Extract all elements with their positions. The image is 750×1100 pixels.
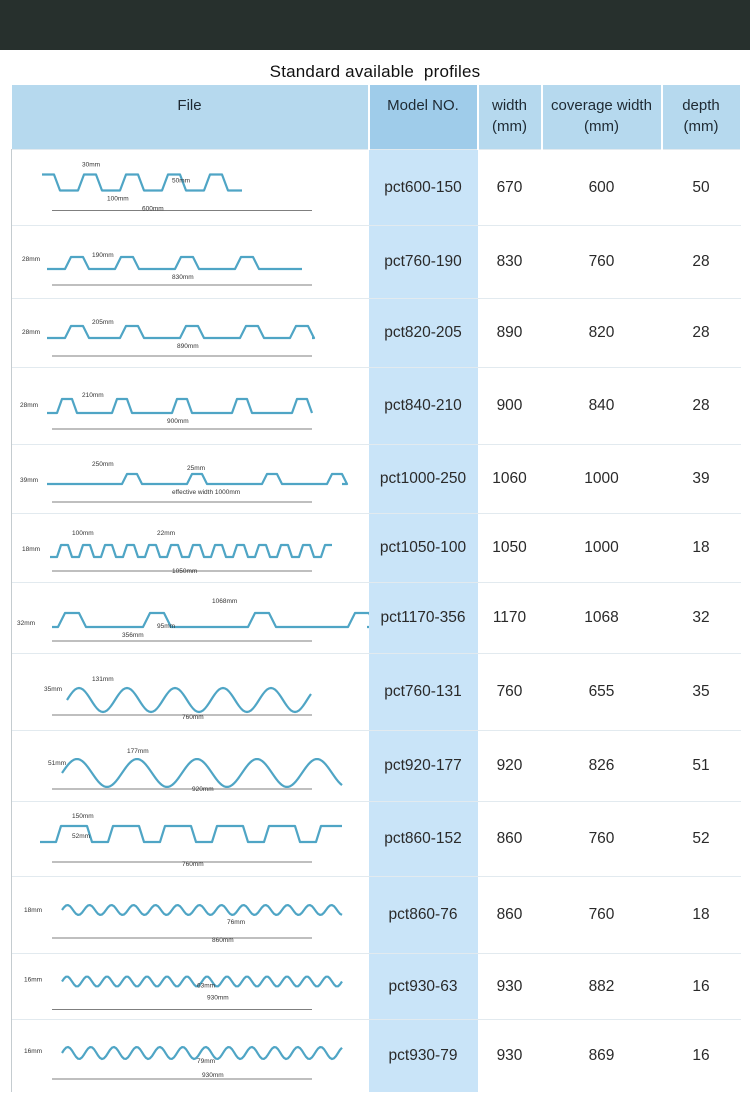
- dimension-label: 760mm: [182, 861, 204, 868]
- coverage-width-cell: 840: [542, 368, 662, 445]
- dimension-label: 51mm: [48, 760, 67, 767]
- coverage-width-cell: 826: [542, 731, 662, 802]
- dimension-label: 22mm: [157, 530, 176, 537]
- table-row: [12, 150, 741, 226]
- width-cell: 860: [478, 877, 542, 954]
- profile-drawing-cell: [12, 226, 369, 299]
- model-no-cell: pct1170-356: [369, 583, 478, 654]
- table-body: [12, 150, 741, 1093]
- table-row: [12, 877, 741, 954]
- dimension-label: 79mm: [197, 1058, 216, 1065]
- dimension-label: 930mm: [202, 1072, 224, 1079]
- dimension-label: 63mm: [197, 982, 216, 990]
- model-no-cell: pct1000-250: [369, 445, 478, 514]
- depth-cell: 28: [662, 299, 741, 368]
- dimension-label: 900mm: [167, 418, 189, 425]
- width-cell: 860: [478, 802, 542, 877]
- table-row: [12, 226, 741, 299]
- coverage-width-cell: 882: [542, 954, 662, 1020]
- profile-drawing-cell: [12, 150, 369, 226]
- table-row: [12, 731, 741, 802]
- dimension-label: 18mm: [24, 907, 43, 914]
- width-cell: 900: [478, 368, 542, 445]
- dimension-label: 35mm: [44, 686, 63, 693]
- model-no-cell: pct920-177: [369, 731, 478, 802]
- table-row: [12, 299, 741, 368]
- width-cell: 890: [478, 299, 542, 368]
- dimension-label: 16mm: [24, 976, 43, 984]
- dimension-label: effective width 1000mm: [172, 489, 241, 496]
- dimension-label: 50mm: [172, 177, 191, 185]
- dimension-label: 600mm: [142, 205, 164, 213]
- profile-drawing: [12, 583, 369, 653]
- profile-shape: [47, 326, 314, 338]
- dimension-label: 210mm: [82, 392, 104, 399]
- model-no-cell: pct860-76: [369, 877, 478, 954]
- header-model: Model NO.: [369, 85, 478, 150]
- dimension-label: 28mm: [22, 329, 41, 336]
- table-row: [12, 514, 741, 583]
- profile-drawing: [12, 226, 369, 298]
- dimension-label: 18mm: [22, 546, 41, 553]
- dimension-label: 205mm: [92, 319, 114, 326]
- table-row: [12, 954, 741, 1020]
- width-cell: 1170: [478, 583, 542, 654]
- model-no-cell: pct1050-100: [369, 514, 478, 583]
- profile-shape: [67, 688, 311, 712]
- dimension-label: 28mm: [20, 402, 39, 409]
- profile-drawing: [12, 877, 369, 953]
- table-row: [12, 1020, 741, 1093]
- profile-drawing-cell: [12, 583, 369, 654]
- depth-cell: 28: [662, 368, 741, 445]
- width-cell: 760: [478, 654, 542, 731]
- depth-cell: 39: [662, 445, 741, 514]
- width-cell: 670: [478, 150, 542, 226]
- dimension-label: 250mm: [92, 461, 114, 468]
- depth-cell: 35: [662, 654, 741, 731]
- table-row: [12, 583, 741, 654]
- profile-drawing: [12, 802, 369, 876]
- profile-drawing: [12, 1020, 369, 1092]
- profiles-table: [11, 85, 742, 1092]
- dimension-label: 356mm: [122, 632, 144, 639]
- table-row: [12, 654, 741, 731]
- model-no-cell: pct860-152: [369, 802, 478, 877]
- coverage-width-cell: 600: [542, 150, 662, 226]
- width-cell: 1060: [478, 445, 542, 514]
- dimension-label: 890mm: [177, 343, 199, 350]
- model-no-cell: pct820-205: [369, 299, 478, 368]
- model-no-cell: pct600-150: [369, 150, 478, 226]
- profile-drawing-cell: [12, 1020, 369, 1093]
- profile-shape: [47, 399, 312, 413]
- coverage-width-cell: 1000: [542, 514, 662, 583]
- table-row: [12, 368, 741, 445]
- profile-drawing: [12, 954, 369, 1019]
- profile-drawing: [12, 368, 369, 444]
- header-width: [478, 85, 542, 150]
- profile-shape: [47, 474, 347, 484]
- coverage-width-cell: 655: [542, 654, 662, 731]
- coverage-width-cell: 760: [542, 877, 662, 954]
- profile-drawing: [12, 731, 369, 801]
- coverage-width-cell: 869: [542, 1020, 662, 1093]
- coverage-width-cell: 760: [542, 802, 662, 877]
- header-coverage: [542, 85, 662, 150]
- depth-cell: 32: [662, 583, 741, 654]
- depth-cell: 52: [662, 802, 741, 877]
- dimension-label: 131mm: [92, 676, 114, 683]
- dimension-label: 920mm: [192, 786, 214, 793]
- dimension-label: 95mm: [157, 623, 176, 630]
- dimension-label: 25mm: [187, 465, 206, 472]
- dimension-label: 190mm: [92, 252, 114, 259]
- header-coverage-label: coverage width (mm): [551, 97, 652, 135]
- model-no-cell: pct840-210: [369, 368, 478, 445]
- profile-drawing-cell: [12, 731, 369, 802]
- width-cell: 1050: [478, 514, 542, 583]
- depth-cell: 18: [662, 877, 741, 954]
- depth-cell: 28: [662, 226, 741, 299]
- profile-drawing-cell: [12, 445, 369, 514]
- top-bar: [0, 0, 750, 50]
- header-depth-label: depth (mm): [682, 97, 720, 135]
- profile-drawing-cell: [12, 877, 369, 954]
- width-cell: 920: [478, 731, 542, 802]
- dimension-label: 760mm: [182, 714, 204, 721]
- profile-shape: [62, 905, 342, 915]
- dimension-label: 76mm: [227, 919, 246, 926]
- depth-cell: 16: [662, 1020, 741, 1093]
- page-title: Standard available profiles: [269, 62, 481, 81]
- model-no-cell: pct760-131: [369, 654, 478, 731]
- profile-shape: [42, 175, 242, 191]
- profile-drawing-cell: [12, 514, 369, 583]
- depth-cell: 18: [662, 514, 741, 583]
- header-depth: [662, 85, 741, 150]
- table-header-row: [12, 85, 741, 150]
- dimension-label: 28mm: [22, 256, 41, 263]
- depth-cell: 50: [662, 150, 741, 226]
- dimension-label: 100mm: [72, 530, 94, 537]
- dimension-label: 177mm: [127, 748, 149, 755]
- profile-drawing: [12, 150, 369, 225]
- profile-drawing: [12, 299, 369, 367]
- dimension-label: 1050mm: [172, 568, 198, 575]
- dimension-label: 30mm: [82, 161, 101, 169]
- coverage-width-cell: 820: [542, 299, 662, 368]
- profile-drawing-cell: [12, 654, 369, 731]
- profile-shape: [50, 545, 332, 557]
- depth-cell: 16: [662, 954, 741, 1020]
- header-width-label: width (mm): [491, 97, 528, 135]
- profile-drawing-cell: [12, 368, 369, 445]
- profile-drawing: [12, 654, 369, 730]
- table-row: [12, 802, 741, 877]
- coverage-width-cell: 1068: [542, 583, 662, 654]
- dimension-label: 860mm: [212, 937, 234, 944]
- dimension-label: 1068mm: [212, 598, 238, 605]
- profile-drawing: [12, 445, 369, 513]
- dimension-label: 32mm: [17, 620, 36, 627]
- coverage-width-cell: 760: [542, 226, 662, 299]
- width-cell: 930: [478, 1020, 542, 1093]
- dimension-label: 930mm: [207, 994, 229, 1002]
- profile-shape: [52, 613, 369, 627]
- dimension-label: 150mm: [72, 813, 94, 820]
- coverage-width-cell: 1000: [542, 445, 662, 514]
- header-file: File: [12, 85, 369, 150]
- model-no-cell: pct930-63: [369, 954, 478, 1020]
- profile-shape: [62, 759, 342, 787]
- table-row: [12, 445, 741, 514]
- profile-drawing-cell: [12, 954, 369, 1020]
- dimension-label: 16mm: [24, 1048, 43, 1055]
- model-no-cell: pct930-79: [369, 1020, 478, 1093]
- dimension-label: 39mm: [20, 477, 39, 484]
- dimension-label: 52mm: [72, 833, 91, 840]
- profile-drawing: [12, 514, 369, 582]
- dimension-label: 830mm: [172, 274, 194, 281]
- profile-drawing-cell: [12, 299, 369, 368]
- dimension-label: 100mm: [107, 195, 129, 203]
- width-cell: 830: [478, 226, 542, 299]
- model-no-cell: pct760-190: [369, 226, 478, 299]
- width-cell: 930: [478, 954, 542, 1020]
- profile-drawing-cell: [12, 802, 369, 877]
- depth-cell: 51: [662, 731, 741, 802]
- profile-shape: [47, 257, 302, 269]
